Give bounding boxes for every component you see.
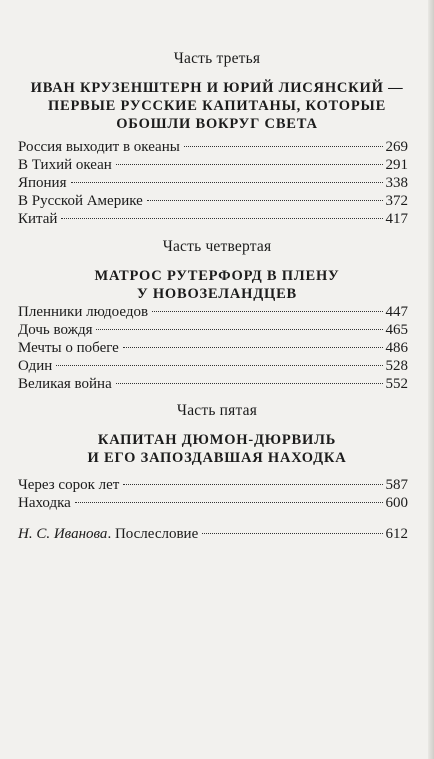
dot-leader [96, 329, 382, 330]
part-label: Часть пятая [176, 402, 258, 419]
toc-entry-page: 338 [385, 175, 408, 191]
part-label: Часть третья [173, 50, 261, 67]
toc-entry-title: Китай [18, 211, 58, 227]
toc-entry-page: 447 [385, 304, 408, 320]
toc-entry [18, 192, 408, 210]
part-title-line: МАТРОС РУТЕРФОРД В ПЛЕНУ [94, 268, 340, 284]
toc-entry-page: 465 [385, 322, 408, 338]
dot-leader [123, 347, 383, 348]
page-edge-shadow [428, 0, 434, 759]
part-title-line: ПЕРВЫЕ РУССКИЕ КАПИТАНЫ, КОТОРЫЕ [47, 98, 387, 114]
dot-leader [61, 218, 382, 219]
toc-entry-page: 552 [385, 376, 408, 392]
dot-leader [71, 182, 383, 183]
part-title-line: ОБОШЛИ ВОКРУГ СВЕТА [116, 116, 318, 132]
dot-leader [152, 311, 382, 312]
toc-entry [18, 339, 408, 357]
toc-entry-title: В Русской Америке [18, 193, 143, 209]
part-title-line: И ЕГО ЗАПОЗДАВШАЯ НАХОДКА [87, 450, 347, 466]
toc-entry [18, 303, 408, 321]
toc-entry-page: 600 [385, 495, 408, 511]
toc-entry [18, 321, 408, 339]
toc-entry-title: Один [18, 358, 53, 374]
dot-leader [116, 383, 383, 384]
dot-leader [184, 146, 383, 147]
dot-leader [147, 200, 383, 201]
toc-entry-afterword [18, 525, 408, 543]
dot-leader [202, 533, 382, 534]
toc-entry-title: В Тихий океан [18, 157, 112, 173]
toc-entry [18, 174, 408, 192]
toc-entry-page: 528 [385, 358, 408, 374]
toc-entry-title: Дочь вождя [18, 322, 93, 338]
toc-entry [18, 494, 408, 512]
toc-entry-title: Россия выходит в океаны [18, 139, 180, 155]
toc-entry-page: 372 [385, 193, 408, 209]
toc-entry-title: Пленники людоедов [18, 304, 149, 320]
toc-entry [18, 156, 408, 174]
dot-leader [116, 164, 383, 165]
part-title-line: ИВАН КРУЗЕНШТЕРН И ЮРИЙ ЛИСЯНСКИЙ — [30, 80, 404, 96]
toc-entry [18, 210, 408, 228]
dot-leader [123, 484, 382, 485]
toc-entry-page: 269 [385, 139, 408, 155]
dot-leader [56, 365, 382, 366]
toc-entry-page: 486 [385, 340, 408, 356]
toc-entry-page: 612 [385, 526, 408, 542]
part-label: Часть четвертая [162, 238, 272, 255]
toc-entry [18, 357, 408, 375]
toc-entry-title: Великая война [18, 376, 112, 392]
toc-entry-title: Находка [18, 495, 71, 511]
toc-entry [18, 375, 408, 393]
part-title-line: У НОВОЗЕЛАНДЦЕВ [136, 286, 298, 302]
afterword-title: . Послесловие [107, 526, 199, 542]
part-title-line: КАПИТАН ДЮМОН-ДЮРВИЛЬ [97, 432, 337, 448]
toc-entry [18, 138, 408, 156]
toc-entry-title: Через сорок лет [18, 477, 120, 493]
toc-entry-title: Япония [18, 175, 67, 191]
toc-entry-page: 291 [385, 157, 408, 173]
toc-entry [18, 476, 408, 494]
toc-entry-page: 587 [385, 477, 408, 493]
afterword-author: Н. С. Иванова [18, 526, 108, 542]
toc-entry-page: 417 [385, 211, 408, 227]
dot-leader [75, 502, 383, 503]
toc-entry-title: Мечты о побеге [18, 340, 119, 356]
